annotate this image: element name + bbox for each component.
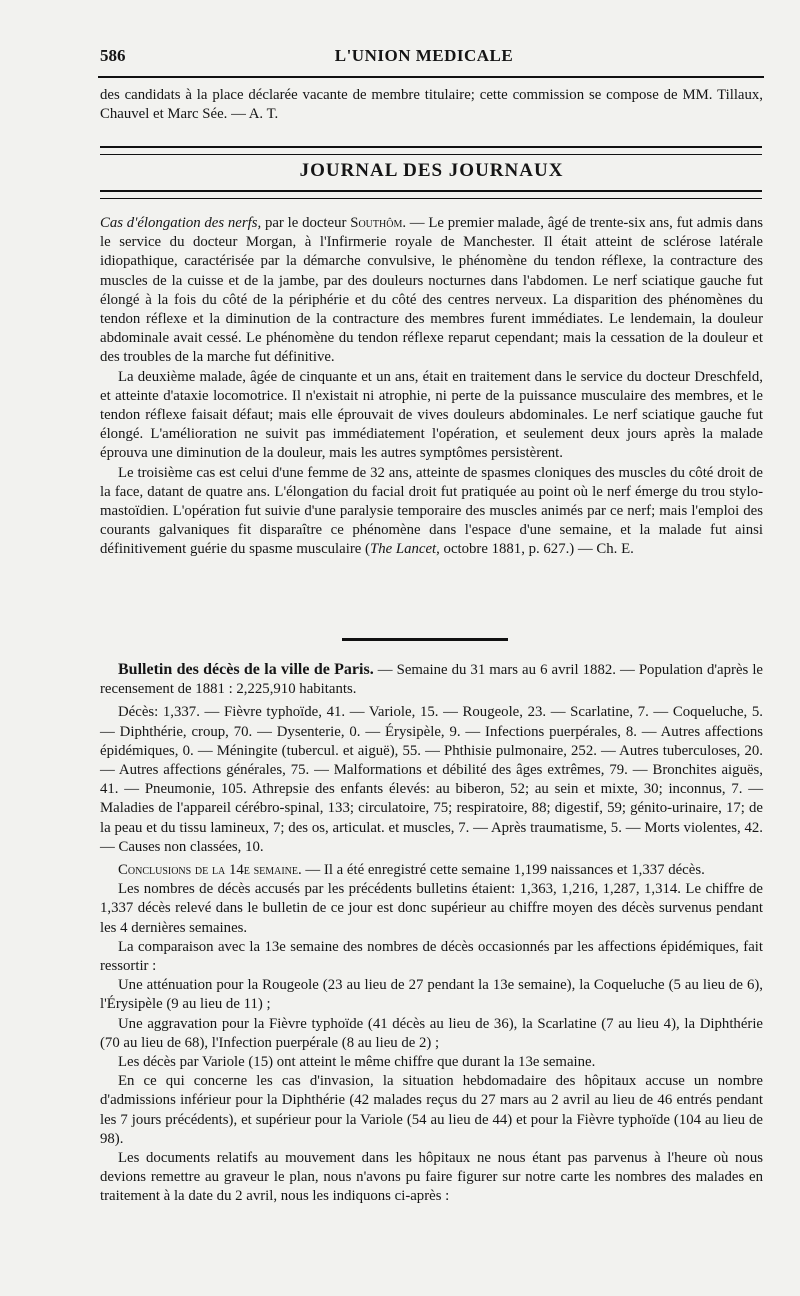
conclusions-label: Conclusions de la 14e semaine. bbox=[118, 862, 302, 879]
article-paragraph-1 bbox=[100, 214, 763, 368]
section-rule-bottom bbox=[100, 190, 762, 199]
article-paragraph-3 bbox=[100, 464, 763, 560]
bulletin-invasion: En ce qui concerne les cas d'invasion, la situation hebdomadaire des hôpitaux accuse un nombre d'admissions inférieur pour la Diphthérie (42 malades reçus du 27 mars au 2 avril au lieu de 46 entrés pendant les 7 jours précédents), et supérieur pour la Variole (54 au lieu de 44) et pour la Fièvre typhoïde (104 au lieu de 98). bbox=[100, 1073, 763, 1147]
section-separator bbox=[342, 638, 508, 641]
journal-title: L'UNION MEDICALE bbox=[334, 46, 514, 65]
bulletin-intro-text: — Semaine du 31 mars au 6 avril 1882. — Population d'après le recensement de 1881 : 2,225,910 habitants. bbox=[100, 662, 763, 698]
article-title: Cas d'élongation des nerfs, bbox=[100, 215, 262, 231]
bulletin-title: Bulletin des décès de la ville de Paris. bbox=[118, 661, 374, 678]
bulletin-previous: Les nombres de décès accusés par les précédents bulletins étaient: 1,363, 1,216, 1,287, 1,314. Le chiffre de 1,337 décès relevé dans le bulletin de ce jour est donc supérieur au chiffre moyen des décès survenus pendant les 4 dernières semaines. bbox=[100, 881, 763, 936]
article-text-3a: Le troisième cas est celui d'une femme de 32 ans, atteinte de spasmes cloniques des muscles du côté droit de la face, datant de quatre ans. L'élongation du facial droit fut pratiquée au point où le nerf émerge du trou stylo-mastoïdien. L'opération fut suivie d'une paralysie temporaire des muscles animés par ce nerf; mais l'emploi des courants galvaniques fit disparaître ce phénomène dans l'espace d'une semaine, et la malade fut ainsi définitivement guérie du spasme musculaire ( bbox=[100, 464, 763, 558]
bulletin-documents: Les documents relatifs au mouvement dans les hôpitaux ne nous étant pas parvenus à l'heure où nous devions remettre au graveur le plan, nous n'avons pu faire figurer sur notre carte les nombres des malades en traitement à la date du 2 avril, nous les indiquons ci-après : bbox=[100, 1150, 763, 1205]
header-rule bbox=[98, 76, 764, 78]
bulletin-body bbox=[100, 660, 763, 1207]
section-title: JOURNAL DES JOURNAUX bbox=[299, 160, 564, 181]
article-paragraph-2: La deuxième malade, âgée de cinquante et un ans, était en traitement dans le service du docteur Dreschfeld, et atteinte d'ataxie locomotrice. Il n'existait ni atrophie, ni perte de la puissance musculaire des membres, et le tendon réflexe faisait défaut; mais elle éprouvait de vives douleurs abdominales. Le nerf sciatique gauche fut élongé. L'amélioration ne suivit pas immédiatement l'opération, et seulement deux jours après la malade éprouva une diminution de la douleur, mais les autres symptômes persistèrent. bbox=[100, 368, 763, 462]
article-body bbox=[100, 214, 763, 560]
article-by: par le docteur bbox=[261, 215, 351, 231]
running-header bbox=[98, 46, 750, 72]
bulletin-attenuation: Une atténuation pour la Rougeole (23 au lieu de 27 pendant la 13e semaine), la Coqueluche (5 au lieu de 6), l'Érysipèle (9 au lieu de 11) ; bbox=[100, 977, 763, 1013]
article-author: Southôm. bbox=[350, 215, 407, 231]
bulletin-conclusions bbox=[100, 861, 763, 880]
bulletin-aggravation: Une aggravation pour la Fièvre typhoïde (41 décès au lieu de 36), la Scarlatine (7 au lieu 4), la Diphthérie (70 au lieu de 68), l'Infection puerpérale (8 au lieu de 2) ; bbox=[100, 1015, 763, 1051]
article-text-1: — Le premier malade, âgé de trente-six ans, fut admis dans le service du docteur Morgan, à l'Infirmerie royale de Manchester. Il était atteint de sclérose latérale idiopathique, caractérisée par la démarche convulsive, le phénomène du tendon réflexe, la contracture des muscles de la cuisse et de la jambe, par des douleurs nocturnes dans l'abdomen. Le nerf sciatique gauche fut élongé à la fois du côté de la périphérie et du côté des centres nerveux. La disparition des phénomènes du tendon réflexe et la diminution de la contracture des membres furent immédiates. Le lendemain, la douleur abdominale avait cessé. Le phénomène du tendon réflexe reparut cependant; mais la cessation de la douleur et des troubles de la marche fut définitive. bbox=[100, 215, 764, 366]
intro-paragraph: des candidats à la place déclarée vacante de membre titulaire; cette commission se compose de MM. Tillaux, Chauvel et Marc Sée. — A. T. bbox=[100, 87, 763, 123]
bulletin-variole: Les décès par Variole (15) ont atteint le même chiffre que durant la 13e semaine. bbox=[118, 1054, 596, 1071]
section-rule-top bbox=[100, 146, 762, 155]
article-text-3b: , octobre 1881, p. 627.) — Ch. E. bbox=[436, 541, 634, 558]
bulletin-intro bbox=[100, 660, 763, 699]
page-number: 586 bbox=[100, 46, 126, 65]
bulletin-comparison: La comparaison avec la 13e semaine des nombres de décès occasionnés par les affections épidémiques, fait ressortir : bbox=[100, 938, 763, 975]
conclusions-text: — Il a été enregistré cette semaine 1,199 naissances et 1,337 décès. bbox=[301, 862, 705, 879]
article-source: The Lancet bbox=[369, 541, 437, 558]
bulletin-deces: Décès: 1,337. — Fièvre typhoïde, 41. — Variole, 15. — Rougeole, 23. — Scarlatine, 7. — Coqueluche, 5. — Diphthérie, croup, 70. — Dysenterie, 0. — Érysipèle, 9. — Infections puerpérales, 8. — Autres affections épidémiques, 0. — Méningite (tubercul. et aiguë), 55. — Phthisie pulmonaire, 252. — Autres tuberculoses, 20. — Autres affections générales, 75. — Malformations et débilité des âges extrêmes, 79. — Bronchites aiguës, 41. — Pneumonie, 105. Athrepsie des enfants élevés: au biberon, 52; au sein et mixte, 30; inconnus, 7. — Maladies de l'appareil cérébro-spinal, 133; circulatoire, 75; respiratoire, 88; digestif, 59; génito-urinaire, 17; de la peau et du tissu lamineux, 7; des os, articulat. et muscles, 7. — Après traumatisme, 5. — Morts violentes, 42. — Causes non classées, 10. bbox=[100, 704, 763, 855]
intro-block bbox=[100, 86, 763, 124]
